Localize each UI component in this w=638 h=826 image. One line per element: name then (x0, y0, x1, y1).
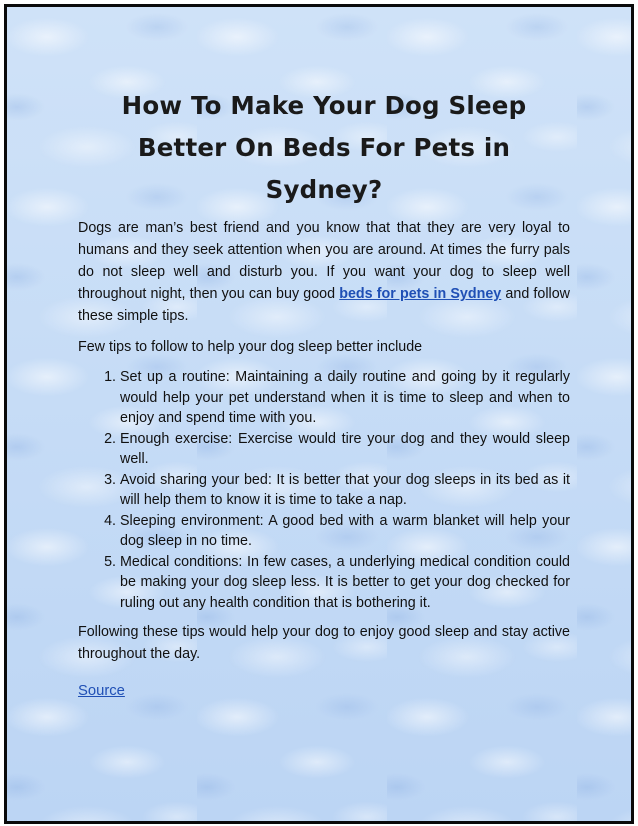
tip-item-bed-sharing: 3. Avoid sharing your bed: It is better that your dog sleeps in its bed as it will help them to know it is time to take a nap. (120, 470, 570, 511)
intro-text-end: and follow these simple tips. (78, 286, 570, 324)
beds-for-pets-link[interactable]: beds for pets in Sydney (339, 286, 502, 302)
page-title: How To Make Your Dog Sleep Better On Beds For Pets in Sydney? (121, 91, 527, 204)
intro-text-start: Dogs are man’s best friend and you know that that they are very loyal to humans and they seek attention when you are around. At times the furry pals do not sleep well and disturb you. If you want your dog to sleep well throughout night, then you can buy good (78, 220, 570, 302)
tip-item-medical: 5. Medical conditions: In few cases, a underlying medical condition could be making your dog sleep less. It is better to get your dog checked for ruling out any health condition that is bothering it. (120, 552, 570, 614)
page-frame (4, 4, 634, 824)
tip-item-environment: 4. Sleeping environment: A good bed with a warm blanket will help your dog sleep in no time. (120, 511, 570, 552)
tip-item-exercise: 2. Enough exercise: Exercise would tire your dog and they would sleep well. (120, 429, 570, 470)
tips-list (78, 367, 570, 613)
intro-paragraph (78, 217, 570, 327)
source-link[interactable]: Source (78, 683, 125, 699)
article-body (78, 85, 570, 702)
tip-item-routine: 1. Set up a routine: Maintaining a daily routine and going by it regularly would help your pet understand when it is time to sleep and when to enjoy and spend time with you. (120, 367, 570, 429)
tips-intro-paragraph: Few tips to follow to help your dog sleep better include (78, 339, 423, 355)
closing-paragraph: Following these tips would help your dog to enjoy good sleep and stay active throughout the day. (78, 624, 570, 662)
